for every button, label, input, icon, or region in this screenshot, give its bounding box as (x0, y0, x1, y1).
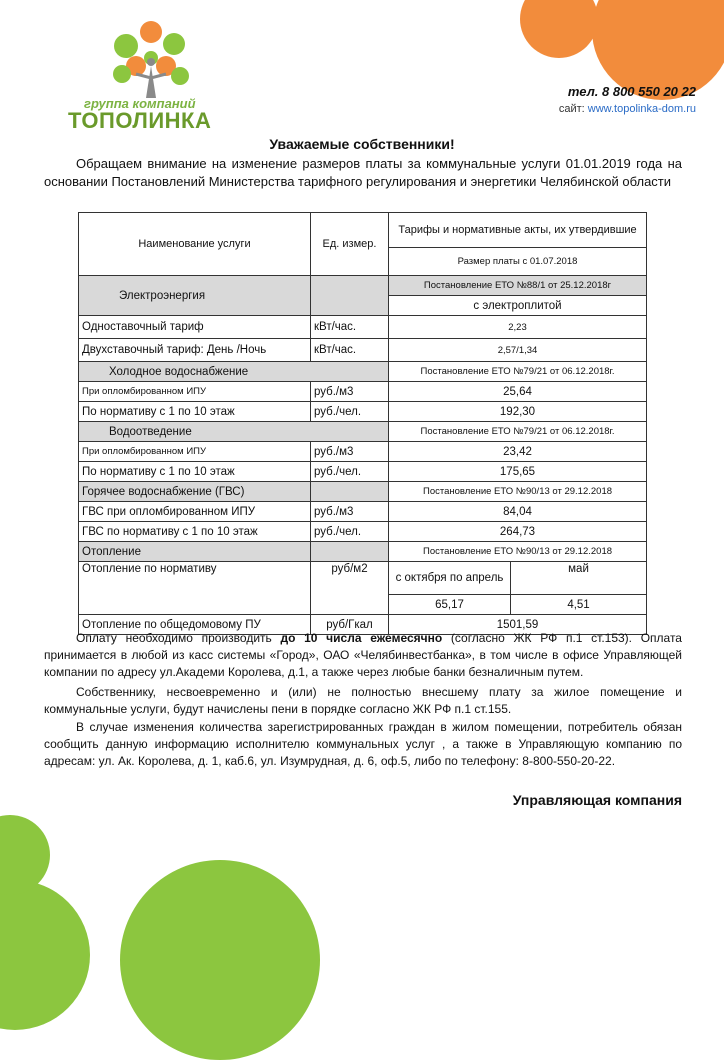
row-value: 1501,59 (389, 615, 647, 635)
header-size: Размер платы с 01.07.2018 (389, 247, 647, 275)
heating-value-1: 65,17 (389, 595, 511, 615)
contact-block (559, 84, 696, 115)
greeting-heading: Уважаемые собственники! (269, 136, 455, 152)
row-unit: руб/Гкал (311, 615, 389, 635)
drainage-section (79, 422, 647, 442)
row-unit: руб/м2 (311, 562, 389, 615)
table-row (79, 502, 647, 522)
section-act: Постановление ЕТО №90/13 от 29.12.2018 (389, 542, 647, 562)
orange-circle-small (520, 0, 598, 58)
row-value: 84,04 (389, 502, 647, 522)
heating-section (79, 542, 647, 562)
section-act: Постановление ЕТО №79/21 от 06.12.2018г. (389, 422, 647, 442)
green-circle-large (120, 860, 320, 1060)
tariff-table (78, 212, 647, 635)
row-value: 192,30 (389, 402, 647, 422)
row-name: Двухставочный тариф: День /Ночь (79, 339, 311, 362)
site-label: сайт: (558, 103, 585, 115)
row-unit: кВт/час. (311, 339, 389, 362)
section-title: Холодное водоснабжение (79, 362, 389, 382)
row-unit: руб./чел. (311, 522, 389, 542)
row-name: ГВС при опломбированном ИПУ (79, 502, 311, 522)
row-name: При опломбированном ИПУ (79, 382, 311, 402)
row-unit: руб./чел. (311, 462, 389, 482)
row-unit: кВт/час. (311, 316, 389, 339)
green-circle-left (0, 880, 90, 1030)
row-name: Отопление по нормативу (79, 562, 311, 615)
intro-paragraph: Обращаем внимание на изменение размеров платы за коммунальные услуги 01.01.2019 года на основании Постановлений Министерства тарифного регулирования и энергетики Челябинской области (44, 156, 682, 189)
logo-title: ТОПОЛИНКА (68, 108, 212, 133)
header-unit: Ед. измер. (311, 213, 389, 276)
row-value: 23,42 (389, 442, 647, 462)
row-value: 2,57/1,34 (389, 339, 647, 362)
payment-text-1: Оплату необходимо производить (76, 631, 281, 645)
payment-deadline: до 10 числа ежемесячно (280, 631, 443, 645)
heating-value-2: 4,51 (511, 595, 647, 615)
heating-norm-row (79, 562, 647, 595)
heating-period-2: май (511, 562, 647, 595)
hot-water-section (79, 482, 647, 502)
table-row (79, 442, 647, 462)
table-header-row (79, 213, 647, 248)
section-act: Постановление ЕТО №79/21 от 06.12.2018г. (389, 362, 647, 382)
registration-paragraph: В случае изменения количества зарегистрированных граждан в жилом помещении, потребитель обязан сообщить данную информацию исполнителю коммунальных услуг , а также в Управляющую компанию по адресам: ул. Ак. Королева, д. 1, каб.6, ул. Изумрудная, д. 6, оф.5, либо по телефону: 8-800-550-20-22. (44, 720, 682, 768)
electricity-act: Постановление ЕТО №88/1 от 25.12.2018г (389, 276, 647, 296)
green-circle-small (0, 815, 50, 895)
section-title: Водоотведение (79, 422, 389, 442)
section-act: Постановление ЕТО №90/13 от 29.12.2018 (389, 482, 647, 502)
site-line (559, 103, 696, 115)
table-row (79, 339, 647, 362)
row-unit: руб./м3 (311, 502, 389, 522)
section-title: Отопление (79, 542, 311, 562)
payment-text-2: (согласно ЖК РФ п.1 ст.153). Оплата принимается в любой из касс системы «Город», ОАО «Челябинвестбанка», в том числе в офисе Управляющей компании по адресу ул.Академи Королева, д.1, а также через любые банки безналичным путем. (44, 631, 682, 679)
table-row (79, 382, 647, 402)
row-name: По нормативу с 1 по 10 этаж (79, 462, 311, 482)
section-unit-empty (311, 542, 389, 562)
row-unit: руб./чел. (311, 402, 389, 422)
electricity-title: Электроэнергия (79, 276, 311, 316)
row-value: 175,65 (389, 462, 647, 482)
heating-period-1: с октября по апрель (389, 562, 511, 595)
section-unit-empty (311, 482, 389, 502)
header-service: Наименование услуги (79, 213, 311, 276)
phone-number: тел. 8 800 550 20 22 (567, 84, 696, 99)
electricity-stove: с электроплитой (389, 296, 647, 316)
row-value: 2,23 (389, 316, 647, 339)
row-name: Отопление по общедомовому ПУ (79, 615, 311, 635)
row-value: 25,64 (389, 382, 647, 402)
row-name: Одноставочный тариф (79, 316, 311, 339)
table-row (79, 522, 647, 542)
header-tariffs: Тарифы и нормативные акты, их утвердившие (389, 213, 647, 248)
table-row (79, 316, 647, 339)
logo-subtitle: группа компаний (84, 96, 196, 111)
row-name: ГВС по нормативу с 1 по 10 этаж (79, 522, 311, 542)
electricity-unit-empty (311, 276, 389, 316)
table-row (79, 462, 647, 482)
row-unit: руб./м3 (311, 442, 389, 462)
cold-water-section (79, 362, 647, 382)
penalty-paragraph: Собственнику, несвоевременно и (или) не полностью внесшему плату за жилое помещение и коммунальные услуги, будут начислены пени в порядке согласно ЖК РФ п.1 ст.155. (44, 685, 682, 716)
row-name: При опломбированном ИПУ (79, 442, 311, 462)
table-row (79, 402, 647, 422)
electricity-row (79, 276, 647, 296)
row-name: По нормативу с 1 по 10 этаж (79, 402, 311, 422)
section-title: Горячее водоснабжение (ГВС) (79, 482, 311, 502)
payment-paragraph (44, 630, 682, 681)
site-link[interactable]: www.topolinka-dom.ru (587, 103, 696, 115)
row-value: 264,73 (389, 522, 647, 542)
row-unit: руб./м3 (311, 382, 389, 402)
signature: Управляющая компания (512, 792, 682, 808)
